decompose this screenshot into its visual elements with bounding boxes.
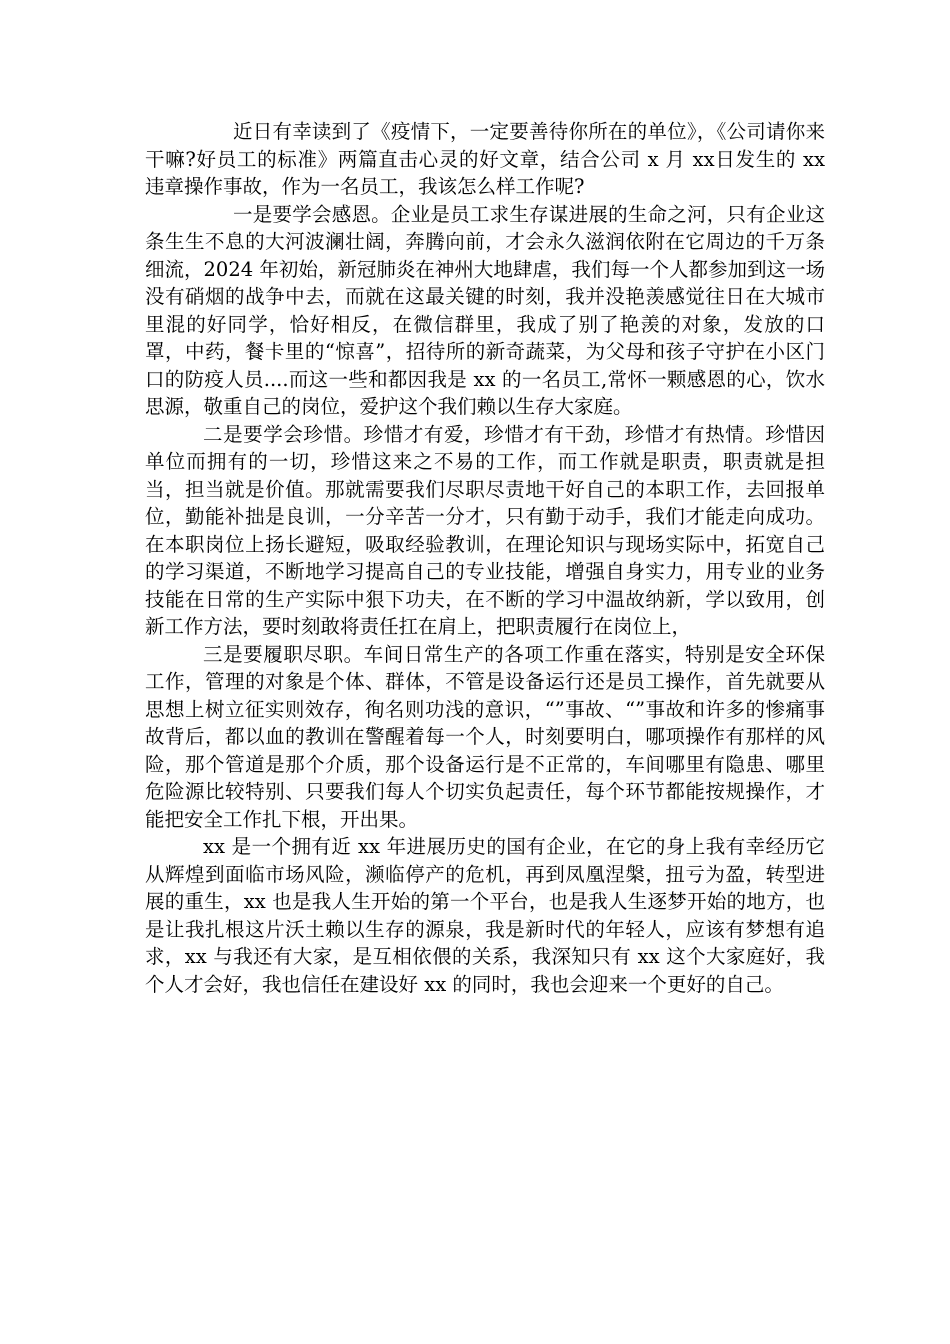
- paragraph-cherish: 二是要学会珍惜。珍惜才有爱，珍惜才有干劲，珍惜才有热情。珍惜因单位而拥有的一切，珍惜这来之不易的工作，而工作就是职责，职责就是担当，担当就是价值。那就需要我们尽职尽责地干好自己的本职工作，去回报单位，勤能补拙是良训，一分辛苦一分才，只有勤于动手，我们才能走向成功。在本职岗位上扬长避短，吸取经验教训，在理论知识与现场实际中，拓宽自己的学习渠道，不断地学习提高自己的专业技能，增强自身实力，用专业的业务技能在日常的生产实际中狠下功夫，在不断的学习中温故纳新，学以致用，创新工作方法，要时刻敢将责任扛在肩上，把职责履行在岗位上，: [145, 422, 825, 638]
- document-body: [145, 118, 825, 998]
- paragraph-conclusion: xx 是一个拥有近 xx 年进展历史的国有企业，在它的身上我有幸经历它从辉煌到面临市场风险，濒临停产的危机，再到凤凰涅槃，扭亏为盈，转型进展的重生，xx 也是我人生开始的第一个平台，也是我人生逐梦开始的地方，也是让我扎根这片沃土赖以生存的源泉，我是新时代的年轻人，应该有梦想有追求，xx 与我还有大家，是互相依偎的关系，我深知只有 xx 这个大家庭好，我个人才会好，我也信任在建设好 xx 的同时，我也会迎来一个更好的自己。: [145, 835, 825, 996]
- paragraph-intro: 近日有幸读到了《疫情下，一定要善待你所在的单位》，《公司请你来干嘛?好员工的标准》两篇直击心灵的好文章，结合公司 x 月 xx日发生的 xx 违章操作事故，作为一名员工，我该怎么样工作呢?: [145, 120, 825, 198]
- paragraph-duty: 三是要履职尽职。车间日常生产的各项工作重在落实，特别是安全环保工作，管理的对象是个体、群体，不管是设备运行还是员工操作，首先就要从思想上树立征实则效存，徇名则功浅的意识，“”事故、“”事故和许多的惨痛事故背后，都以血的教训在警醒着每一个人，时刻要明白，哪项操作有那样的风险，那个管道是那个介质，那个设备运行是不正常的，车间哪里有隐患、哪里危险源比较特别、只要我们每人个切实负起责任，每个环节都能按规操作，才能把安全工作扎下根，开出果。: [145, 642, 825, 831]
- paragraph-gratitude: 一是要学会感恩。企业是员工求生存谋进展的生命之河，只有企业这条生生不息的大河波澜壮阔，奔腾向前，才会永久滋润依附在它周边的千万条细流，2024 年初始，新冠肺炎在神州大地肆虐，我们每一个人都参加到这一场没有硝烟的战争中去，而就在这最关键的时刻，我并没艳羡感觉往日在大城市里混的好同学，恰好相反，在微信群里，我成了别了艳羡的对象，发放的口罩，中药，餐卡里的“惊喜”，招待所的新奇蔬菜，为父母和孩子守护在小区门口的防疫人员....而这一些和都因我是 xx 的一名员工,常怀一颗感恩的心，饮水思源，敬重自己的岗位，爱护这个我们赖以生存大家庭。: [145, 202, 825, 418]
